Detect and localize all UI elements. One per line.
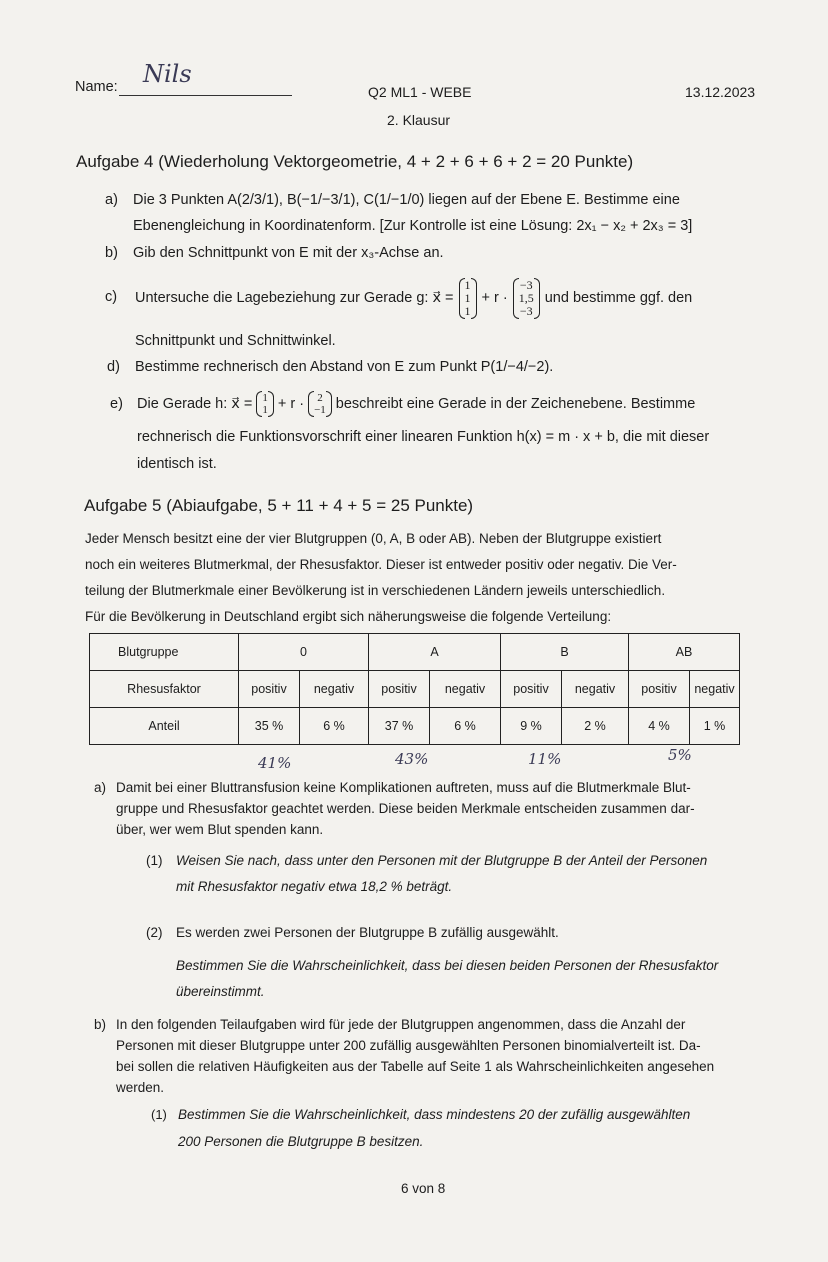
- task4-d-label: d): [107, 359, 120, 375]
- share-cell: 6 %: [430, 708, 501, 745]
- share-cell: 4 %: [629, 708, 690, 745]
- vector-h-direction: 2 −1: [308, 392, 332, 416]
- task4-e-line1: [137, 386, 695, 422]
- share-cell: 37 %: [369, 708, 430, 745]
- task4-c-plus: + r ·: [481, 290, 508, 306]
- task5-intro-1: Jeder Mensch besitzt eine der vier Blutgruppen (0, A, B oder AB). Neben der Blutgruppe existiert: [85, 531, 662, 546]
- task4-a-line2: Ebenengleichung in Koordinatenform. [Zur Kontrolle ist eine Lösung: 2x₁ − x₂ + 2x₃ = 3]: [133, 218, 693, 234]
- table-row2-label: Rhesusfaktor: [90, 671, 239, 708]
- task5-a-line2: gruppe und Rhesusfaktor geachtet werden. Diese beiden Merkmale entscheiden zusammen dar-: [116, 801, 695, 816]
- task4-e-pre: Die Gerade h: x⃗ =: [137, 396, 253, 412]
- factor-cell: positiv: [501, 671, 562, 708]
- handwritten-sum-a: 43%: [395, 750, 429, 768]
- course-code: Q2 ML1 - WEBE: [368, 84, 472, 100]
- task5-b-line2: Personen mit dieser Blutgruppe unter 200 zufällig ausgewählten Personen binomialverteilt ist. Da-: [116, 1038, 701, 1053]
- task4-e-line3: identisch ist.: [137, 456, 217, 472]
- task4-c-line1: [135, 270, 692, 326]
- task4-c-label: c): [105, 289, 118, 305]
- task4-d-text: Bestimme rechnerisch den Abstand von E zum Punkt P(1/−4/−2).: [135, 359, 554, 375]
- task4-b-text: Gib den Schnittpunkt von E mit der x₃-Achse an.: [133, 245, 444, 261]
- task5-a2-sub-1: Bestimmen Sie die Wahrscheinlichkeit, dass bei diesen beiden Personen der Rhesusfaktor: [176, 958, 719, 973]
- task4-c-post: und bestimme ggf. den: [544, 290, 693, 306]
- task5-intro-4: Für die Bevölkerung in Deutschland ergibt sich näherungsweise die folgende Verteilung:: [85, 609, 612, 624]
- page-number: 6 von 8: [401, 1181, 446, 1196]
- task4-e-label: e): [110, 396, 123, 412]
- task5-a2-label: (2): [146, 925, 163, 940]
- task5-a1-line2: mit Rhesusfaktor negativ etwa 18,2 % beträgt.: [176, 879, 453, 894]
- task5-b1-line1: Bestimmen Sie die Wahrscheinlichkeit, dass mindestens 20 der zufällig ausgewählten: [178, 1107, 691, 1122]
- blood-group-table: [89, 633, 740, 745]
- task5-a-line1: Damit bei einer Bluttransfusion keine Komplikationen auftreten, muss auf die Blutmerkmale Blut-: [116, 780, 691, 795]
- task5-intro-3: teilung der Blutmerkmale einer Bevölkerung ist in verschiedenen Ländern jeweils unterschiedlich.: [85, 583, 666, 598]
- table-row3-label: Anteil: [90, 708, 239, 745]
- task4-title: Aufgabe 4 (Wiederholung Vektorgeometrie, 4 + 2 + 6 + 6 + 2 = 20 Punkte): [76, 152, 634, 171]
- task5-title: Aufgabe 5 (Abiaufgabe, 5 + 11 + 4 + 5 = 25 Punkte): [84, 496, 474, 515]
- task4-e-plus: + r ·: [277, 396, 305, 412]
- task5-a1-label: (1): [146, 853, 163, 868]
- task5-a1-line1: Weisen Sie nach, dass unter den Personen mit der Blutgruppe B der Anteil der Personen: [176, 853, 708, 868]
- vector-g-support: 1 1 1: [459, 279, 477, 318]
- handwritten-sum-0: 41%: [258, 754, 292, 772]
- share-cell: 2 %: [562, 708, 629, 745]
- exam-date: 13.12.2023: [685, 84, 756, 100]
- task5-a2-sub-2: übereinstimmt.: [176, 984, 265, 999]
- vector-h-support: 1 1: [256, 392, 274, 416]
- vector-g-direction: −3 1,5 −3: [513, 279, 540, 318]
- task5-intro-2: noch ein weiteres Blutmerkmal, der Rhesusfaktor. Dieser ist entweder positiv oder negativ. Die Ver-: [85, 557, 677, 572]
- factor-cell: negativ: [690, 671, 740, 708]
- task5-a2-text: Es werden zwei Personen der Blutgruppe B zufällig ausgewählt.: [176, 925, 559, 940]
- task4-c-line2: Schnittpunkt und Schnittwinkel.: [135, 333, 336, 349]
- share-cell: 1 %: [690, 708, 740, 745]
- task5-b-line4: werden.: [116, 1080, 165, 1095]
- task4-e-post: beschreibt eine Gerade in der Zeichenebene. Bestimme: [335, 396, 696, 412]
- name-label: Name:: [75, 79, 118, 95]
- share-cell: 35 %: [239, 708, 300, 745]
- share-cell: 6 %: [300, 708, 369, 745]
- name-underline: [119, 95, 292, 96]
- task5-b-label: b): [94, 1017, 107, 1032]
- factor-cell: negativ: [430, 671, 501, 708]
- task5-b-line1: In den folgenden Teilaufgaben wird für jede der Blutgruppen angenommen, dass die Anzahl der: [116, 1017, 686, 1032]
- task5-a-line3: über, wer wem Blut spenden kann.: [116, 822, 324, 837]
- factor-cell: positiv: [239, 671, 300, 708]
- exam-title: 2. Klausur: [387, 112, 451, 128]
- task5-a-label: a): [94, 780, 107, 795]
- group-0: 0: [239, 634, 369, 671]
- task5-b-line3: bei sollen die relativen Häufigkeiten aus der Tabelle auf Seite 1 als Wahrscheinlichkeiten angesehen: [116, 1059, 715, 1074]
- table-row1-label: Blutgruppe: [90, 634, 239, 671]
- group-ab: AB: [629, 634, 740, 671]
- task4-e-line2: rechnerisch die Funktionsvorschrift einer linearen Funktion h(x) = m · x + b, die mit dieser: [137, 429, 710, 445]
- task4-b-label: b): [105, 245, 118, 261]
- group-a: A: [369, 634, 501, 671]
- group-b: B: [501, 634, 629, 671]
- factor-cell: negativ: [562, 671, 629, 708]
- task4-c-pre: Untersuche die Lagebeziehung zur Gerade g: x⃗ =: [135, 290, 454, 306]
- factor-cell: positiv: [369, 671, 430, 708]
- task4-a-label: a): [105, 192, 118, 208]
- handwritten-sum-b: 11%: [528, 750, 562, 768]
- task4-a-line1: Die 3 Punkten A(2/3/1), B(−1/−3/1), C(1/−1/0) liegen auf der Ebene E. Bestimme eine: [133, 192, 680, 208]
- name-handwritten: Nils: [143, 60, 192, 88]
- factor-cell: positiv: [629, 671, 690, 708]
- task5-b1-line2: 200 Personen die Blutgruppe B besitzen.: [178, 1134, 424, 1149]
- share-cell: 9 %: [501, 708, 562, 745]
- handwritten-sum-ab: 5%: [668, 746, 692, 764]
- factor-cell: negativ: [300, 671, 369, 708]
- task5-b1-label: (1): [151, 1107, 167, 1122]
